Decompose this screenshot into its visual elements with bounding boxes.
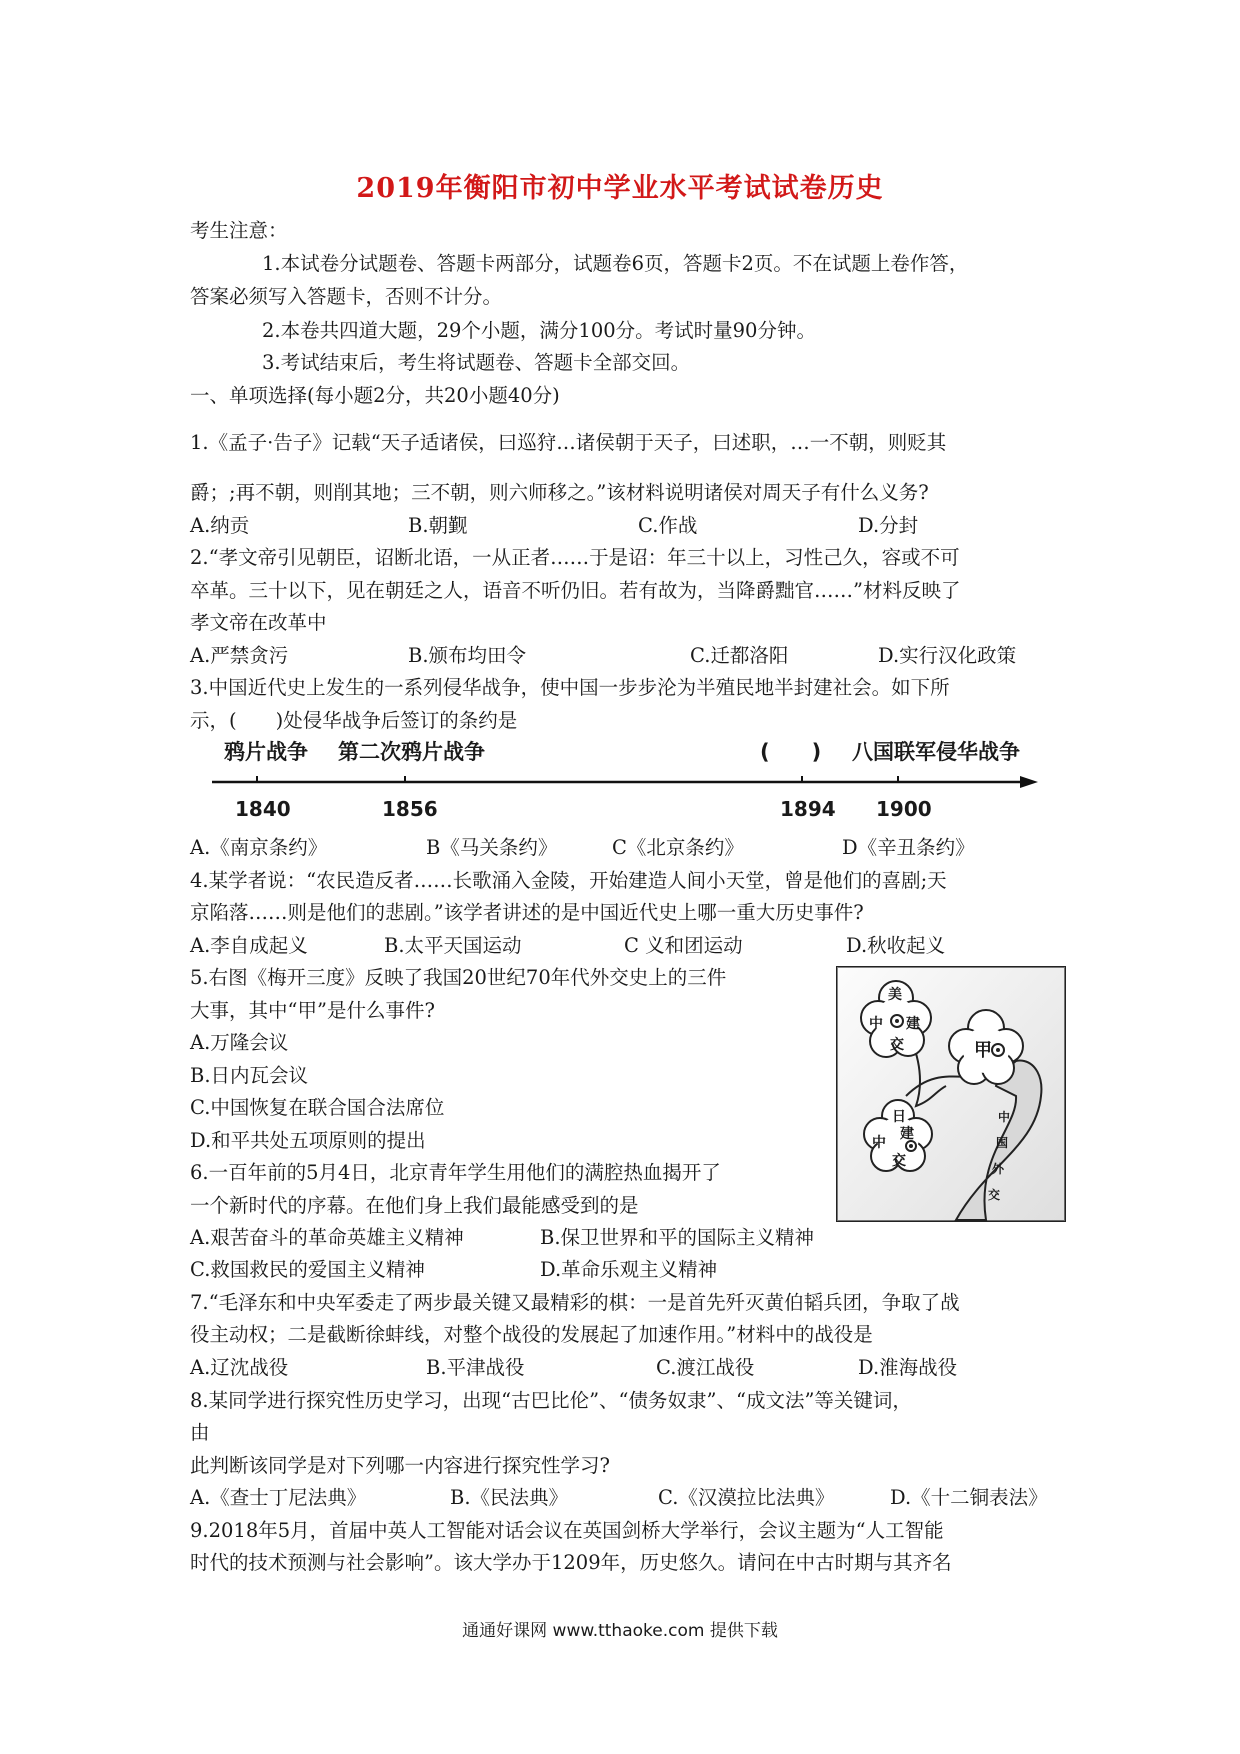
timeline-year-1840: 1840 (235, 797, 291, 821)
q3-line-1: 3.中国近代史上发生的一系列侵华战争，使中国一步步沦为半殖民地半封建社会。如下所 (190, 676, 950, 699)
q6-option-b: B.保卫世界和平的国际主义精神 (540, 1226, 815, 1249)
q1-option-d: D.分封 (858, 514, 919, 537)
fig5-top-char-2: 中 (869, 1016, 883, 1032)
q5-option-d: D.和平共处五项原则的提出 (190, 1129, 426, 1152)
q8-line-3: 此判断该同学是对下列哪一内容进行探究性学习? (190, 1454, 610, 1477)
q8-option-a: A.《查士丁尼法典》 (190, 1486, 367, 1509)
q2-option-a: A.严禁贪污 (190, 644, 289, 667)
q1-option-b: B.朝觐 (408, 514, 468, 537)
timeline-figure (200, 736, 1050, 826)
timeline-year-1856: 1856 (382, 797, 438, 821)
q4-option-b: B.太平天国运动 (384, 934, 522, 957)
q4-line-2: 京陷落……则是他们的悲剧。”该学者讲述的是中国近代史上哪一重大历史事件? (190, 901, 864, 924)
q7-option-b: B.平津战役 (426, 1356, 525, 1379)
fig5-river-char-4: 交 (988, 1188, 1001, 1202)
fig5-low-char-1: 日 (892, 1109, 906, 1125)
section-heading: 一、单项选择(每小题2分，共20小题40分) (190, 384, 560, 407)
q3-option-a: A.《南京条约》 (190, 836, 328, 859)
q7-line-1: 7.“毛泽东和中央军委走了两步最关键又最精彩的棋：一是首先歼灭黄伯韬兵团，争取了战 (190, 1291, 960, 1314)
q3-option-c: C《北京条约》 (612, 836, 744, 859)
q6-line-2: 一个新时代的序幕。在他们身上我们最能感受到的是 (190, 1194, 639, 1217)
q2-line-1: 2.“孝文帝引见朝臣，诏断北语，一从正者……于是诏：年三十以上，习性己久，容或不可 (190, 546, 960, 569)
q4-line-1: 4.某学者说：“农民造反者……长歌涌入金陵，开始建造人间小天堂，曾是他们的喜剧;天 (190, 869, 947, 892)
fig5-river-char-3: 外 (992, 1162, 1005, 1176)
fig5-low-char-4: 交 (892, 1153, 906, 1169)
q9-line-1: 9.2018年5月，首届中英人工智能对话会议在英国剑桥大学举行，会议主题为“人工智能 (190, 1519, 944, 1542)
timeline-label-second-opium-war: 第二次鸦片战争 (338, 740, 485, 764)
q2-line-3: 孝文帝在改革中 (190, 611, 327, 634)
q1-line-1: 1.《孟子·告子》记载“天子适诸侯，曰巡狩…诸侯朝于天子，曰述职，…一不朝，则贬其 (190, 431, 947, 454)
fig5-top-char-4: 交 (890, 1037, 904, 1053)
q8-option-d: D.《十二铜表法》 (890, 1486, 1048, 1509)
q8-line-1: 8.某同学进行探究性历史学习，出现“古巴比伦”、“债务奴隶”、“成文法”等关键词， (190, 1389, 912, 1412)
q5-option-b: B.日内瓦会议 (190, 1064, 309, 1087)
q1-option-c: C.作战 (638, 514, 698, 537)
q7-line-2: 役主动权；二是截断徐蚌线，对整个战役的发展起了加速作用。”材料中的战役是 (190, 1323, 873, 1346)
fig5-low-char-2: 中 (872, 1135, 886, 1151)
timeline-label-blank: ( ) (760, 740, 822, 764)
fig5-low-char-3: 建 (900, 1126, 914, 1142)
q6-option-d: D.革命乐观主义精神 (540, 1258, 718, 1281)
q1-option-a: A.纳贡 (190, 514, 250, 537)
fig5-mid-char: 甲 (974, 1040, 992, 1061)
timeline-year-1894: 1894 (780, 797, 836, 821)
q6-option-a: A.艰苦奋斗的革命英雄主义精神 (190, 1226, 464, 1249)
fig5-river-char-1: 中 (998, 1110, 1011, 1124)
q2-option-c: C.迁都洛阳 (690, 644, 789, 667)
q9-line-2: 时代的技术预测与社会影响”。该大学办于1209年，历史悠久。请问在中古时期与其齐名 (190, 1551, 952, 1574)
q6-line-1: 6.一百年前的5月4日，北京青年学生用他们的满腔热血揭开了 (190, 1161, 721, 1184)
q5-option-c: C.中国恢复在联合国合法席位 (190, 1096, 445, 1119)
q5-option-a: A.万隆会议 (190, 1031, 289, 1054)
q4-option-d: D.秋收起义 (846, 934, 946, 957)
q5-line-1: 5.右图《梅开三度》反映了我国20世纪70年代外交史上的三件 (190, 966, 727, 989)
timeline-label-opium-war: 鸦片战争 (224, 740, 308, 764)
fig5-top-char-3: 建 (906, 1016, 920, 1032)
plum-blossom-figure (836, 966, 1066, 1222)
page-footer: 通通好课网 www.tthaoke.com 提供下载 (462, 1621, 778, 1641)
q7-option-d: D.淮海战役 (858, 1356, 958, 1379)
q6-option-c: C.救国救民的爱国主义精神 (190, 1258, 425, 1281)
q2-option-b: B.颁布均田令 (408, 644, 527, 667)
q4-option-a: A.李自成起义 (190, 934, 308, 957)
q3-line-2: 示，( )处侵华战争后签订的条约是 (190, 709, 518, 732)
q7-option-a: A.辽沈战役 (190, 1356, 289, 1379)
q7-option-c: C.渡江战役 (656, 1356, 755, 1379)
q2-option-d: D.实行汉化政策 (878, 644, 1017, 667)
q3-option-b: B《马关条约》 (426, 836, 558, 859)
notice-heading: 考生注意： (190, 219, 288, 242)
q5-line-2: 大事，其中“甲”是什么事件? (190, 999, 435, 1022)
notice-item-1b: 答案必须写入答题卡，否则不计分。 (190, 285, 503, 308)
q8-option-b: B.《民法典》 (450, 1486, 569, 1509)
timeline-label-eight-nation: 八国联军侵华战争 (852, 740, 1020, 764)
fig5-top-char-1: 美 (888, 987, 902, 1003)
fig5-river-char-2: 国 (996, 1136, 1009, 1150)
timeline-year-1900: 1900 (876, 797, 932, 821)
q2-line-2: 卒革。三十以下，见在朝廷之人，语音不听仍旧。若有故为，当降爵黜官……”材料反映了 (190, 579, 961, 602)
q4-option-c: C 义和团运动 (624, 934, 743, 957)
notice-item-2: 2.本卷共四道大题，29个小题，满分100分。考试时量90分钟。 (262, 319, 816, 342)
notice-item-3: 3.考试结束后，考生将试题卷、答题卡全部交回。 (262, 351, 691, 374)
notice-item-1a: 1.本试卷分试题卷、答题卡两部分，试题卷6页，答题卡2页。不在试题上卷作答， (262, 252, 969, 275)
q8-option-c: C.《汉漠拉比法典》 (658, 1486, 835, 1509)
q1-line-2: 爵；;再不朝，则削其地；三不朝，则六师移之。”该材料说明诸侯对周天子有什么义务? (190, 481, 929, 504)
page-title: 2019年衡阳市初中学业水平考试试卷历史 (356, 173, 884, 204)
q8-line-2: 由 (190, 1421, 210, 1444)
plum-blossom-illustration (836, 966, 1066, 1222)
q3-option-d: D《辛丑条约》 (842, 836, 975, 859)
